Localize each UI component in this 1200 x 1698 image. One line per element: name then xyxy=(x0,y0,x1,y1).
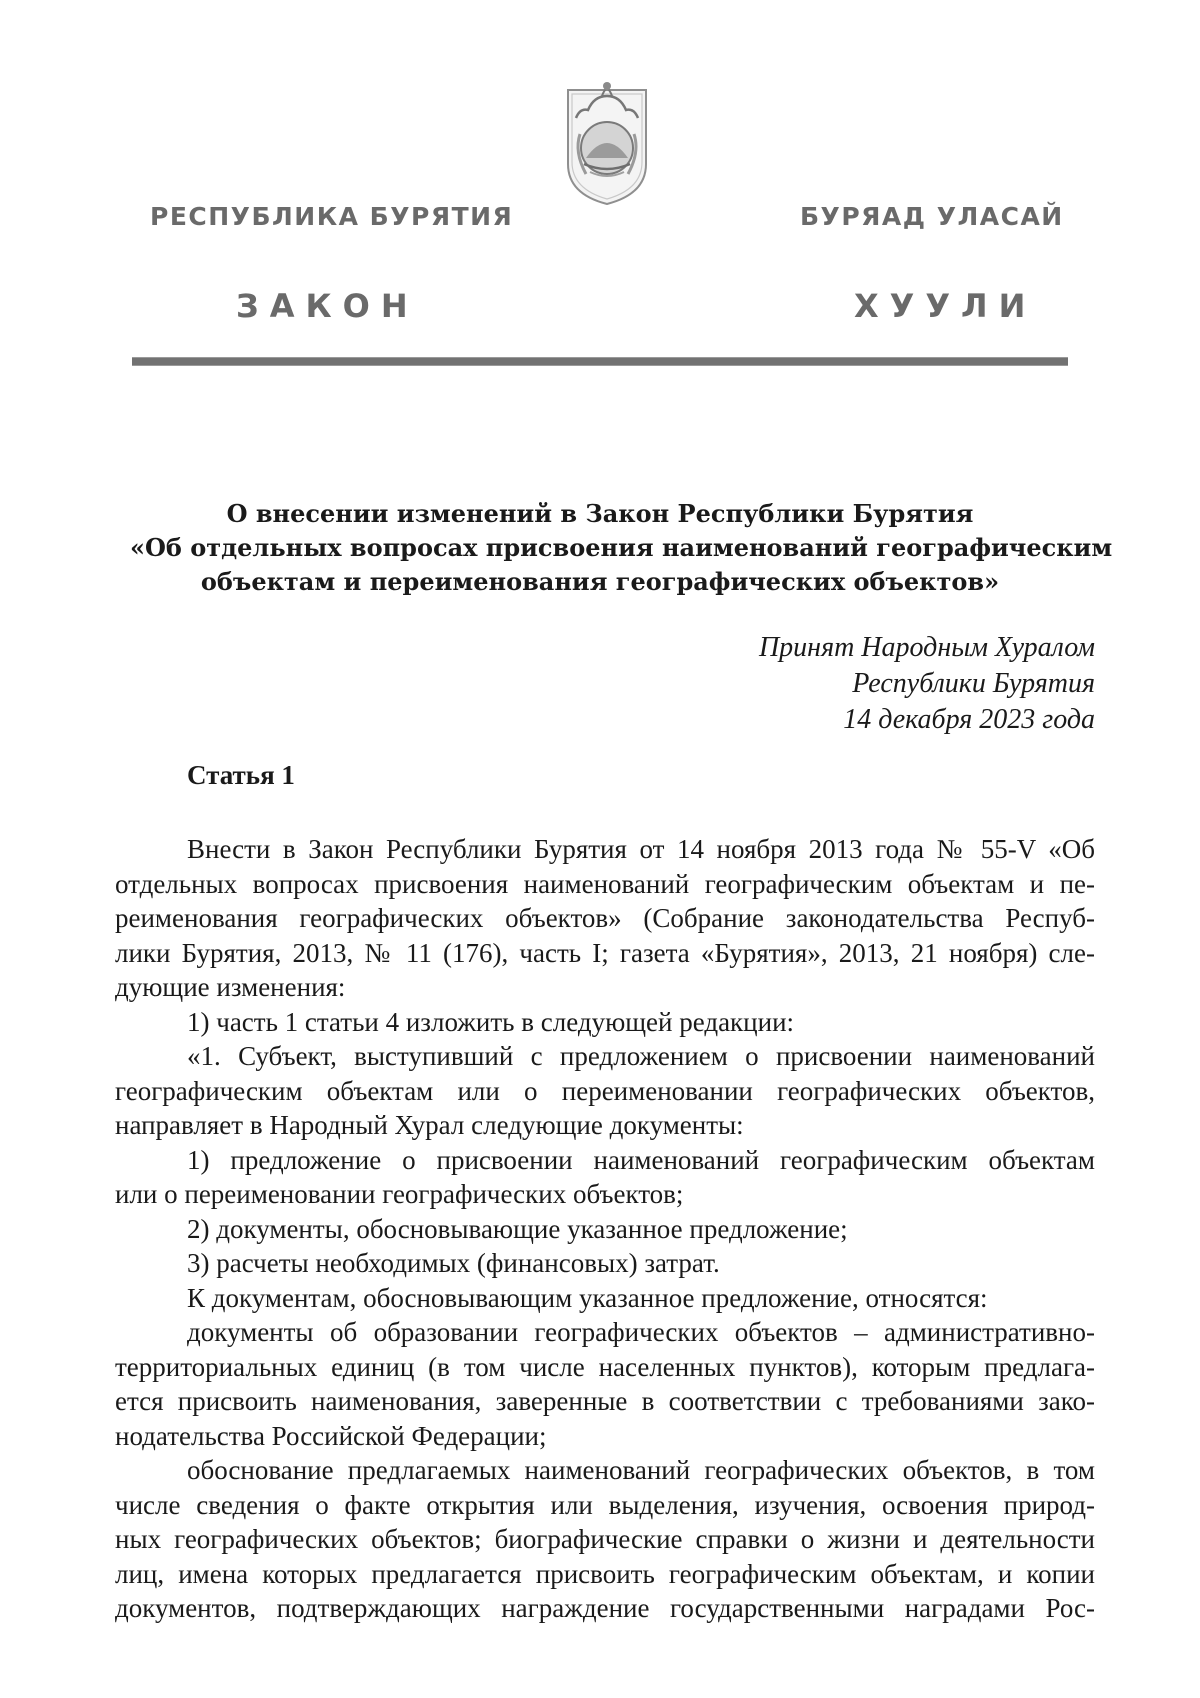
law-title xyxy=(130,497,1113,599)
body-line: Внести в Закон Республики Бурятия от 14 ноября 2013 года № 55-V «Об xyxy=(187,834,1095,864)
body-line: ется присвоить наименования, заверенные в соответствии с требованиями зако- xyxy=(115,1386,1095,1416)
body-line: 1) часть 1 статьи 4 изложить в следующей редакции: xyxy=(187,1006,795,1037)
republic-name-buryat: БУРЯАД УЛАСАЙ xyxy=(800,202,1064,231)
body-line: географическим объектам или о переименовании географических объектов, xyxy=(115,1075,1095,1106)
body-line: К документам, обосновывающим указанное предложение, относятся: xyxy=(187,1282,988,1313)
adoption-note xyxy=(759,630,1095,738)
law-title-line: «Об отдельных вопросах присвоения наименований географическим xyxy=(130,533,1113,562)
body-line: лиц, имена которых предлагается присвоить географическим объектам, и копии xyxy=(115,1558,1095,1589)
body-line: обоснование предлагаемых наименований географических объектов, в том xyxy=(187,1455,1095,1485)
body-line: ных географических объектов; биографические справки о жизни и деятельности xyxy=(115,1524,1095,1554)
law-title-line: О внесении изменений в Закон Республики Бурятия xyxy=(226,499,974,528)
body-line: отдельных вопросах присвоения наименований географическим объектам и пе- xyxy=(115,868,1095,899)
body-line: дующие изменения: xyxy=(115,972,346,1002)
body-line: 3) расчеты необходимых (финансовых) затрат. xyxy=(187,1248,720,1278)
body-line: направляет в Народный Хурал следующие документы: xyxy=(115,1110,744,1140)
body-line: 2) документы, обосновывающие указанное предложение; xyxy=(187,1213,848,1244)
body-line: 1) предложение о присвоении наименований географическим объектам xyxy=(187,1144,1095,1175)
body-line: числе сведения о факте открытия или выделения, изучения, освоения природ- xyxy=(115,1489,1095,1520)
body-line: «1. Субъект, выступивший с предложением о присвоении наименований xyxy=(187,1041,1095,1071)
body-line: документов, подтверждающих награждение государственными наградами Рос- xyxy=(115,1593,1095,1623)
header-divider xyxy=(132,357,1068,366)
body-line: реименования географических объектов» (Собрание законодательства Респуб- xyxy=(115,903,1095,933)
law-title-line: объектам и переименования географических объектов» xyxy=(200,567,1000,596)
coat-of-arms-icon xyxy=(562,72,652,206)
law-label-russian: ЗАКОН xyxy=(236,287,419,325)
article-heading: Статья 1 xyxy=(187,760,295,790)
adoption-note-line: 14 декабря 2023 года xyxy=(843,704,1095,735)
republic-name-russian: РЕСПУБЛИКА БУРЯТИЯ xyxy=(150,202,514,231)
body-line: нодательства Российской Федерации; xyxy=(115,1420,547,1451)
adoption-note-line: Принят Народным Хуралом xyxy=(758,632,1095,663)
body-line: документы об образовании географических объектов – административно- xyxy=(187,1317,1095,1347)
article-body xyxy=(115,832,1095,1626)
body-line: лики Бурятия, 2013, № 11 (176), часть I; газета «Бурятия», 2013, 21 ноября) сле- xyxy=(115,937,1095,968)
body-line: территориальных единиц (в том числе населенных пунктов), которым предлага- xyxy=(115,1351,1095,1382)
body-line: или о переименовании географических объектов; xyxy=(115,1179,684,1209)
law-label-buryat: ХУУЛИ xyxy=(854,287,1037,325)
adoption-note-line: Республики Бурятия xyxy=(852,668,1095,699)
